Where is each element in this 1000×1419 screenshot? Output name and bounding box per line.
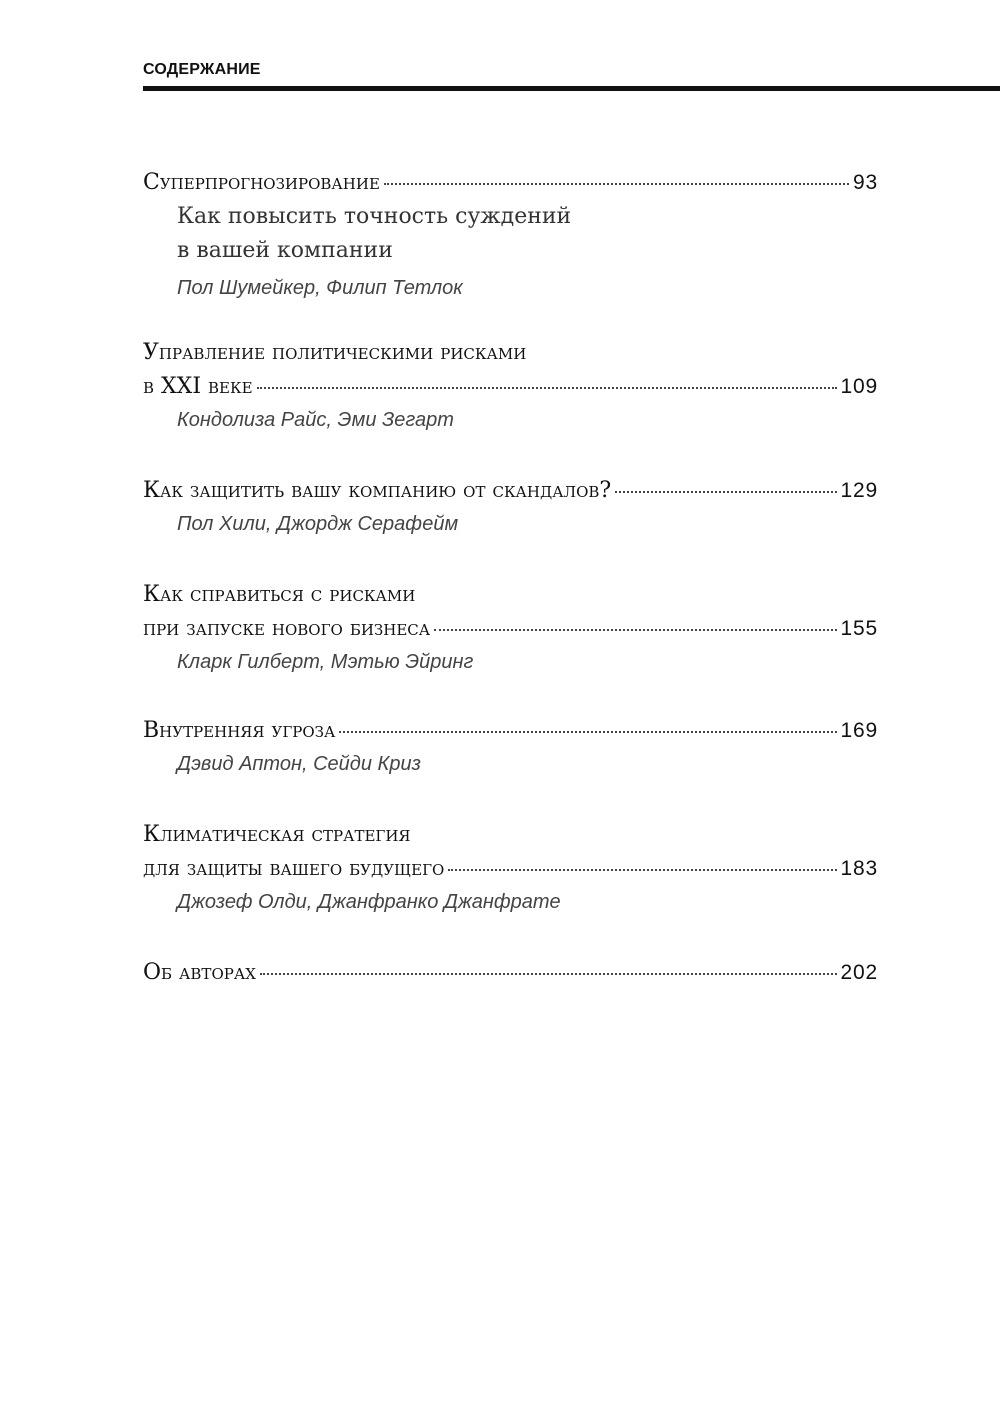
- toc-title-continued: в XXI веке: [143, 374, 253, 399]
- toc-subtitle-line: Как повысить точность суждений: [177, 204, 572, 229]
- dot-leader: [339, 731, 836, 733]
- toc-entry-climate-strategy[interactable]: [143, 818, 878, 916]
- toc-title-line: [143, 612, 878, 646]
- toc-title: Об авторах: [143, 960, 256, 985]
- toc-title: Внутренняя угроза: [143, 718, 336, 743]
- toc-entry-superforecasting[interactable]: [143, 166, 878, 302]
- dot-leader: [257, 387, 837, 389]
- toc-entry-inside-threat[interactable]: [143, 714, 878, 778]
- dot-leader: [260, 973, 837, 975]
- toc-entry-about-authors[interactable]: [143, 956, 878, 990]
- toc-page-number: 202: [840, 961, 878, 984]
- toc-title: Как справиться с рисками: [143, 582, 416, 607]
- dot-leader: [434, 629, 836, 631]
- running-head: СОДЕРЖАНИЕ: [143, 61, 261, 78]
- toc-page-number: 109: [840, 375, 878, 398]
- dot-leader: [384, 183, 849, 185]
- toc-authors: Кларк Гилберт, Мэтью Эйринг: [177, 651, 474, 673]
- toc-title: Суперпрогнозирование: [143, 170, 380, 195]
- toc-authors: Кондолиза Райс, Эми Зегарт: [177, 409, 454, 431]
- toc-title: Управление политическими рисками: [143, 340, 527, 365]
- dot-leader: [448, 869, 836, 871]
- toc-title-continued: для защиты вашего будущего: [143, 856, 445, 881]
- toc-authors: Дэвид Аптон, Сейди Криз: [177, 753, 421, 775]
- toc-entry-political-risk[interactable]: [143, 336, 878, 434]
- header-rule: [143, 86, 1000, 91]
- toc-subtitle-line: в вашей компании: [177, 238, 393, 263]
- toc-title-line: [143, 370, 878, 404]
- toc-title-line: [143, 474, 878, 508]
- toc-page-number: 155: [840, 617, 878, 640]
- toc-title-line: [143, 956, 878, 990]
- toc-page-number: 93: [853, 171, 878, 194]
- dot-leader: [615, 491, 836, 493]
- toc-title: Климатическая стратегия: [143, 822, 411, 847]
- toc-entry-scandals[interactable]: [143, 474, 878, 538]
- toc-title-line: [143, 852, 878, 886]
- toc-page-number: 129: [840, 479, 878, 502]
- toc-authors: Пол Хили, Джордж Серафейм: [177, 513, 459, 535]
- toc-page-number: 169: [840, 719, 878, 742]
- toc-title: Как защитить вашу компанию от скандалов?: [143, 478, 612, 503]
- toc-title-line: [143, 714, 878, 748]
- toc-authors: Джозеф Олди, Джанфранко Джанфрате: [177, 891, 561, 913]
- toc-authors: Пол Шумейкер, Филип Тетлок: [177, 277, 463, 299]
- toc-entry-new-business-risk[interactable]: [143, 578, 878, 676]
- toc-title-continued: при запуске нового бизнеса: [143, 616, 431, 641]
- toc-title-line: [143, 166, 878, 200]
- toc-page-number: 183: [840, 857, 878, 880]
